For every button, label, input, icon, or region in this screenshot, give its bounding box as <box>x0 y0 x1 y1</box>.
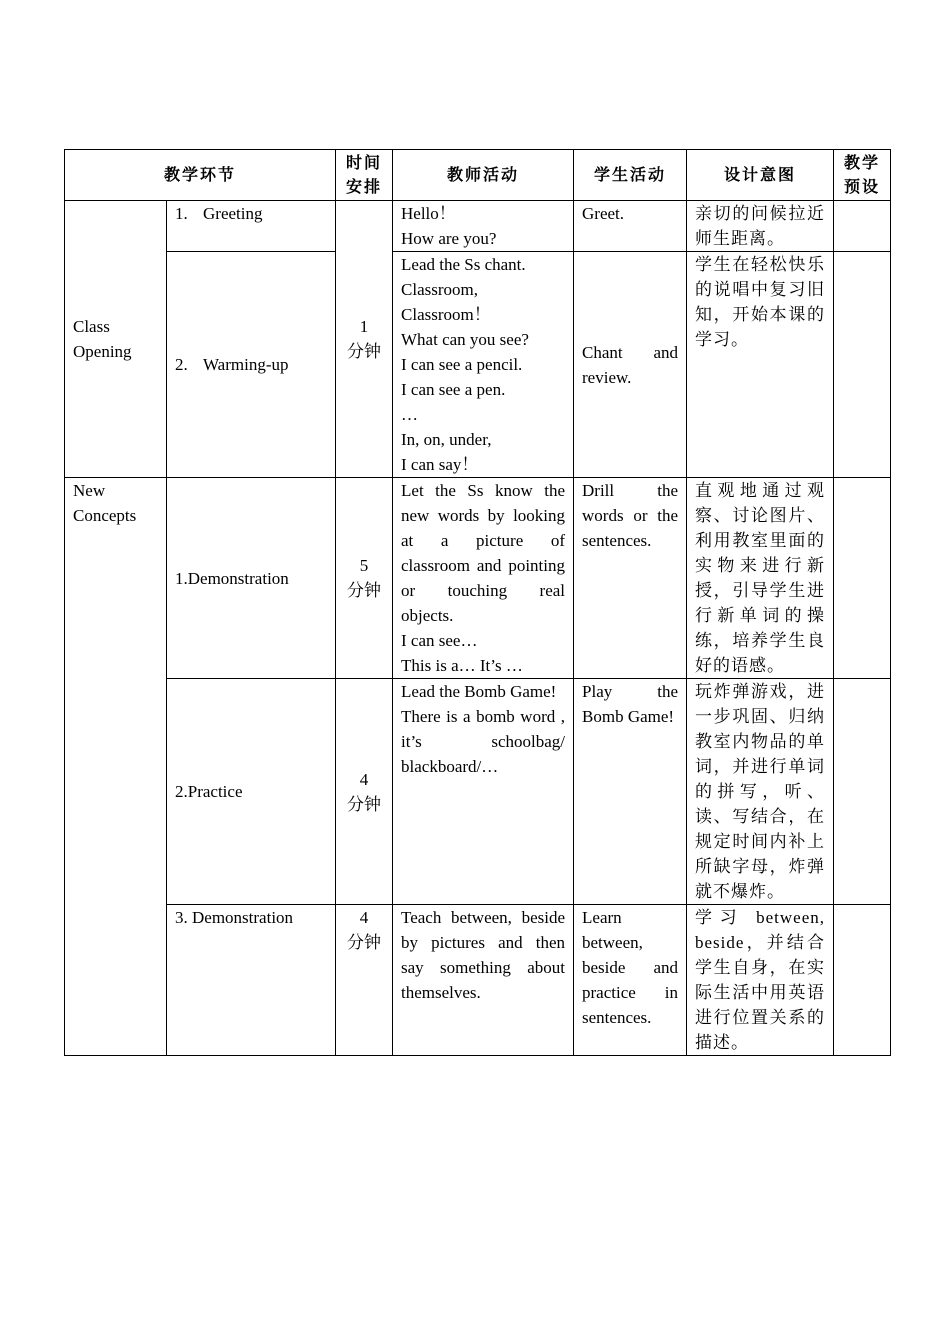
preset-cell <box>834 201 891 252</box>
header-stage: 教学环节 <box>65 150 336 201</box>
table-row <box>65 478 891 679</box>
design-purpose: 学生在轻松快乐的说唱中复习旧知，开始本课的学习。 <box>687 252 834 478</box>
student-activity: Greet. <box>574 201 687 252</box>
header-teacher-activity: 教师活动 <box>393 150 574 201</box>
teacher-activity: Teach between, beside by pictures and then say something about themselves. <box>393 905 574 1056</box>
step-demonstration-3: 3. Demonstration <box>167 905 336 1056</box>
preset-cell <box>834 679 891 905</box>
table-row <box>65 201 891 252</box>
step-demonstration-1: 1.Demonstration <box>167 478 336 679</box>
teacher-activity: Lead the Ss chant. Classroom, Classroom！ What can you see? I can see a pencil. I can see a pen. … In, on, under, I can say！ <box>393 252 574 478</box>
student-activity: Play the Bomb Game! <box>574 679 687 905</box>
teacher-activity-extra: I can see… This is a… It’s … <box>401 631 523 675</box>
step-warming-up <box>167 252 336 478</box>
section-new-concepts: New Concepts <box>65 478 167 1056</box>
lesson-plan-table <box>64 149 891 1056</box>
design-purpose: 学习 between, beside，并结合学生自身，在实际生活中用英语进行位置关系的描述。 <box>687 905 834 1056</box>
step-label: Warming-up <box>203 355 289 374</box>
time-cell: 5 分钟 <box>336 478 393 679</box>
header-row <box>65 150 891 201</box>
section-class-opening: Class Opening <box>65 201 167 478</box>
time-cell: 4 分钟 <box>336 905 393 1056</box>
header-design-purpose: 设计意图 <box>687 150 834 201</box>
step-greeting <box>167 201 336 252</box>
preset-cell <box>834 478 891 679</box>
student-activity: Learn between, beside and practice in sentences. <box>574 905 687 1056</box>
teacher-activity: Lead the Bomb Game! <box>401 682 557 701</box>
header-time: 时间 安排 <box>336 150 393 201</box>
table-row <box>65 905 891 1056</box>
teacher-activity: Hello！ How are you? <box>393 201 574 252</box>
student-activity: Chant and review. <box>574 252 687 478</box>
teacher-activity-extra: There is a bomb word , it’s schoolbag/ blackboard/… <box>401 707 566 776</box>
step-practice: 2.Practice <box>167 679 336 905</box>
student-activity: Drill the words or the sentences. <box>574 478 687 679</box>
preset-cell <box>834 252 891 478</box>
table-row <box>65 679 891 905</box>
teacher-activity: Let the Ss know the new words by looking at a picture of classroom and pointing or touching real objects. <box>401 481 566 625</box>
step-number: 2. <box>175 355 188 374</box>
design-purpose: 直观地通过观察、讨论图片、利用教室里面的实物来进行新授，引导学生进行新单词的操练，培养学生良好的语感。 <box>687 478 834 679</box>
design-purpose: 亲切的问候拉近师生距离。 <box>687 201 834 252</box>
preset-cell <box>834 905 891 1056</box>
step-label: Greeting <box>203 204 263 223</box>
time-cell: 4 分钟 <box>336 679 393 905</box>
teacher-activity-cell <box>393 478 574 679</box>
header-student-activity: 学生活动 <box>574 150 687 201</box>
time-cell: 1 分钟 <box>336 201 393 478</box>
step-number: 1. <box>175 204 188 223</box>
design-purpose: 玩炸弹游戏，进一步巩固、归纳教室内物品的单词，并进行单词的拼写，听、读、写结合，在规定时间内补上所缺字母，炸弹就不爆炸。 <box>687 679 834 905</box>
table-row <box>65 252 891 478</box>
teacher-activity-cell <box>393 679 574 905</box>
header-preset: 教学 预设 <box>834 150 891 201</box>
